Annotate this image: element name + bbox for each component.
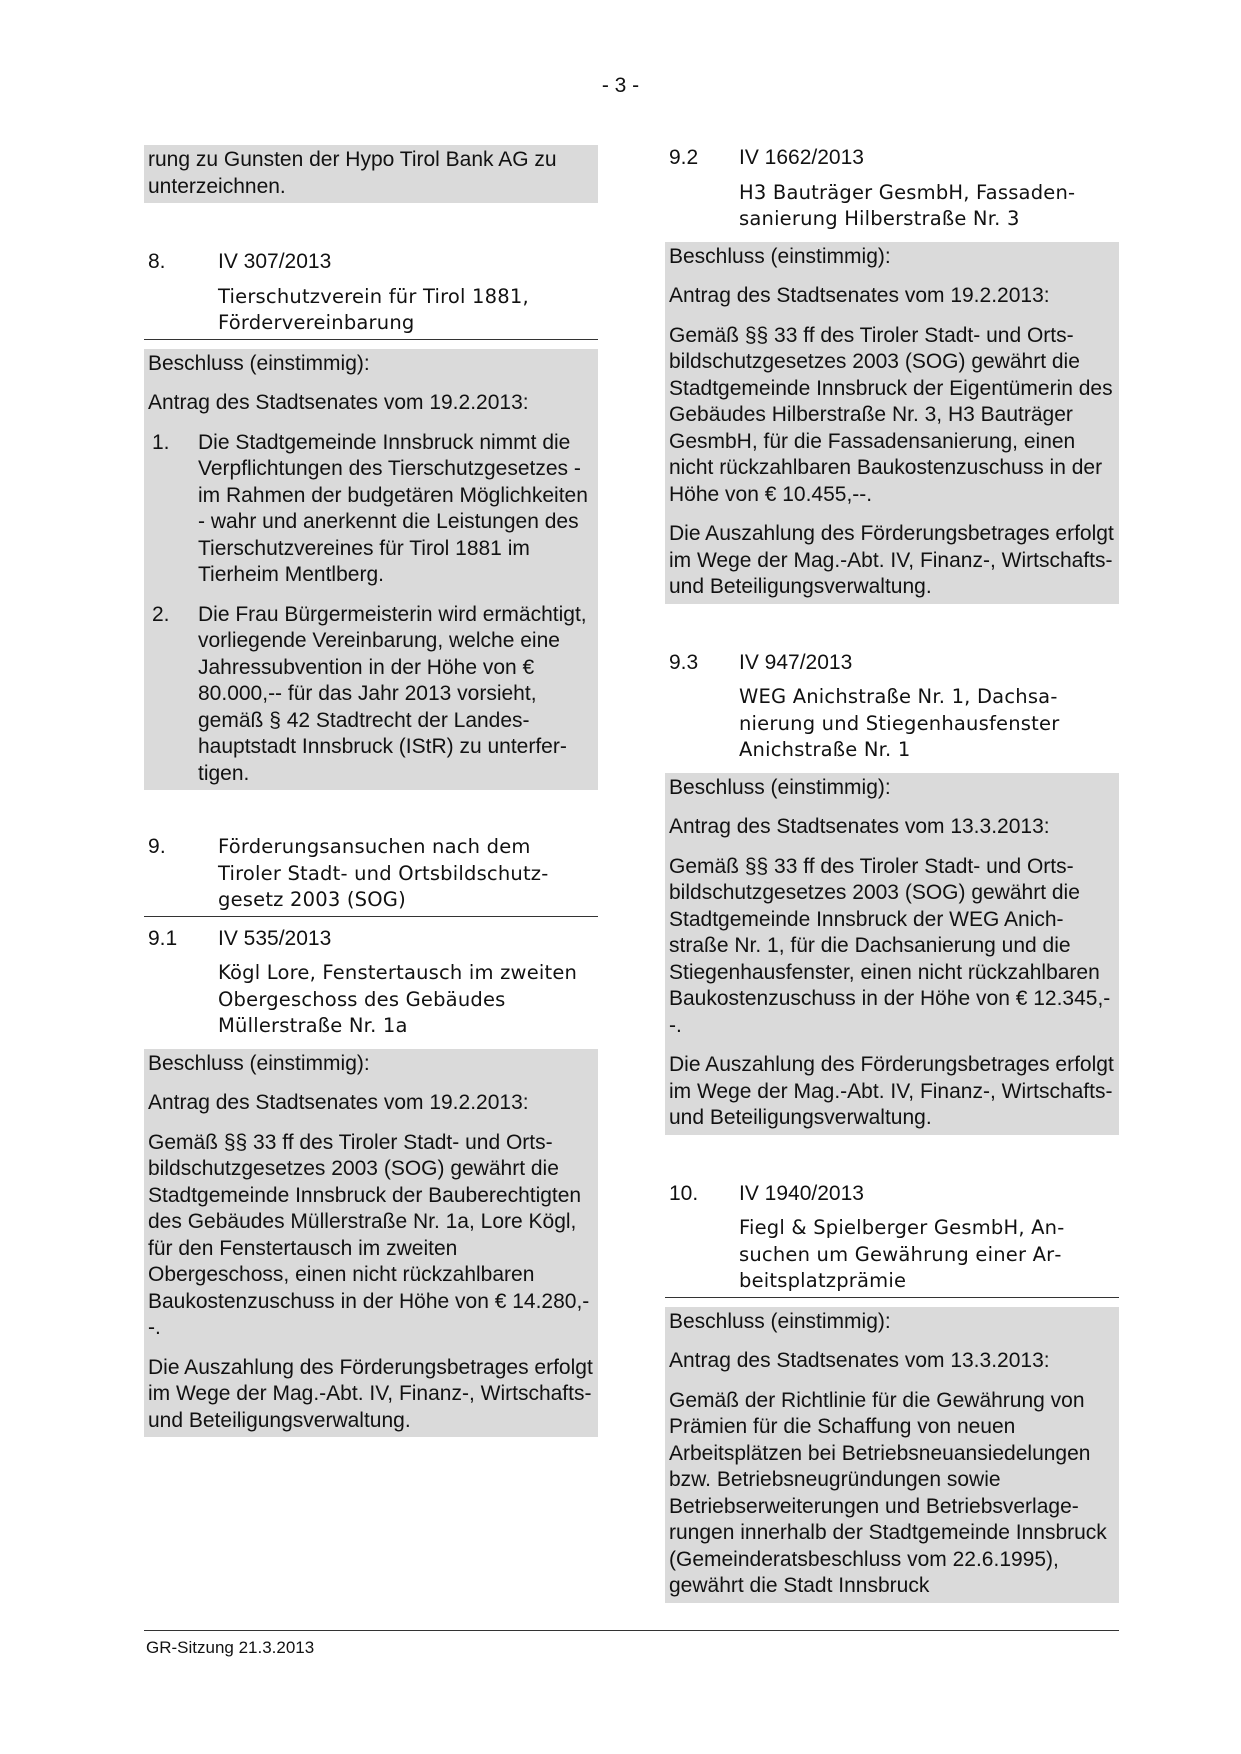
item-8-point-1 [148,430,594,589]
item-9-3-number: 9.3 [669,650,699,674]
item-9-1-decision-block [144,1049,598,1438]
item-9-3-beschluss: Beschluss (einstimmig): [669,775,891,799]
item-9-2-heading [665,145,1119,172]
item-9-1-beschluss: Beschluss (einstimmig): [148,1051,370,1075]
item-9-3-title: WEG Anichstraße Nr. 1, Dachsanierung und Stiegenhausfenster Anichstraße Nr. 1 [739,685,1060,761]
item-9-2-decision-block [665,242,1119,604]
item-8-point-2 [148,602,594,788]
item-9-2-antrag: Antrag des Stadtsenates vom 19.2.2013: [669,284,1050,307]
item-8-antrag: Antrag des Stadtsenates vom 19.2.2013: [148,391,529,414]
item-9-3-text: Gemäß §§ 33 ff des Tiroler Stadt- und Ortsbildschutzgesetzes 2003 (SOG) gewährt die Stadtgemeinde Innsbruck der WEG Anichstraße Nr. 1, für die Dachsanierung und die Stiegenhausfenster, einen nicht rückzahlbaren Baukostenzuschuss in der Höhe von € 12.345,--. [669,854,1111,1037]
item-9-number: 9. [148,835,166,858]
item-9-heading [144,834,598,917]
item-10-antrag: Antrag des Stadtsenates vom 13.3.2013: [669,1349,1050,1372]
item-10-beschluss: Beschluss (einstimmig): [669,1309,891,1333]
item-9-2-beschluss: Beschluss (einstimmig): [669,244,891,268]
item-9-2-number: 9.2 [669,146,699,169]
item-8-title: Tierschutzverein für Tirol 1881, Fördervereinbarung [144,284,598,340]
item-10-heading [665,1181,1119,1208]
footer-divider [144,1630,1119,1631]
item-8-heading [144,249,598,276]
left-column [144,145,598,1437]
item-9-1-title: Kögl Lore, Fenstertausch im zweiten Obergeschoss des Gebäudes Müllerstraße Nr. 1a [218,961,578,1037]
item-9-title: Förderungsansuchen nach dem Tiroler Stadt- und Ortsbildschutzgesetz 2003 (SOG) [218,835,549,911]
item-10-number: 10. [669,1181,699,1205]
item-8-point-1-text: Die Stadtgemeinde Innsbruck nimmt die Verpflichtungen des Tierschutzgesetzes - im Rahmen der budgetären Möglichkeiten - wahr und anerkennt die Leistungen des Tierschutzvereines für Tirol 1881 im Tierheim Mentlberg. [198,430,588,586]
item-9-3-ref: IV 947/2013 [739,650,853,674]
item-9-1-antrag: Antrag des Stadtsenates vom 19.2.2013: [148,1091,529,1114]
item-9-2-ref: IV 1662/2013 [739,146,864,169]
item-9-3-auszahlung: Die Auszahlung des Förderungsbetrages erfolgt im Wege der Mag.-Abt. IV, Finanz-, Wirtschafts- und Beteiligungsverwaltung. [669,1053,1114,1129]
right-column [665,145,1119,1603]
item-8-decision-block [144,349,598,791]
page-number: - 3 - [601,74,640,97]
item-9-3-decision-block [665,773,1119,1135]
item-9-2-title: H3 Bauträger GesmbH, Fassadensanierung Hilberstraße Nr. 3 [739,180,1076,230]
item-8-number: 8. [148,250,166,273]
item-9-3-heading [665,650,1119,677]
item-10-text: Gemäß der Richtlinie für die Gewährung von Prämien für die Schaffung von neuen Arbeitsplätzen bei Betriebsneuansiedelungen bzw. Betriebsneugründungen sowie Betriebserweiterungen und Betriebsverlagerungen innerhalb der Stadtgemeinde Innsbruck (Gemeinderatsbeschluss vom 22.6.1995), gewährt die Stadt Innsbruck [669,1388,1107,1597]
item-10-decision-block [665,1307,1119,1603]
continuation-text: rung zu Gunsten der Hypo Tirol Bank AG zu unterzeichnen. [144,145,598,203]
footer-text: GR-Sitzung 21.3.2013 [146,1638,315,1657]
item-9-1-ref: IV 535/2013 [218,926,332,950]
item-10-ref: IV 1940/2013 [739,1181,864,1205]
item-8-point-1-number: 1. [152,430,170,454]
item-9-1-number: 9.1 [148,926,178,950]
item-9-1-text: Gemäß §§ 33 ff des Tiroler Stadt- und Ortsbildschutzgesetzes 2003 (SOG) gewährt die Stadtgemeinde Innsbruck der Bauberechtigten des Gebäudes Müllerstraße Nr. 1a, Lore Kögl, für den Fenstertausch im zweiten Obergeschoss, einen nicht rückzahlbaren Baukostenzuschuss in der Höhe von € 14.280,--. [148,1130,590,1339]
item-9-1-auszahlung: Die Auszahlung des Förderungsbetrages erfolgt im Wege der Mag.-Abt. IV, Finanz-, Wirtschafts- und Beteiligungsverwaltung. [148,1355,593,1432]
item-9-2-text: Gemäß §§ 33 ff des Tiroler Stadt- und Ortsbildschutzgesetzes 2003 (SOG) gewährt die Stadtgemeinde Innsbruck der Eigentümerin des Gebäudes Hilberstraße Nr. 3, H3 Bauträger GesmbH, für die Fassadensanierung, einen nicht rückzahlbaren Baukostenzuschuss in der Höhe von € 10.455,--. [669,323,1113,506]
item-8-point-2-text: Die Frau Bürgermeisterin wird ermächtigt, vorliegende Vereinbarung, welche eine Jahressubvention in der Höhe von € 80.000,-- für das Jahr 2013 vorsieht, gemäß § 42 Stadtrecht der Landeshauptstadt Innsbruck (IStR) zu unterfertigen. [198,602,587,785]
item-8-ref: IV 307/2013 [218,250,332,273]
item-9-1-heading [144,926,598,953]
item-8-point-2-number: 2. [152,602,170,626]
item-9-2-auszahlung: Die Auszahlung des Förderungsbetrages erfolgt im Wege der Mag.-Abt. IV, Finanz-, Wirtschafts- und Beteiligungsverwaltung. [669,522,1114,598]
item-9-3-antrag: Antrag des Stadtsenates vom 13.3.2013: [669,815,1050,838]
item-8-beschluss: Beschluss (einstimmig): [148,351,370,375]
item-10-title: Fiegl & Spielberger GesmbH, Ansuchen um Gewährung einer Arbeitsplatzprämie [665,1215,1119,1298]
